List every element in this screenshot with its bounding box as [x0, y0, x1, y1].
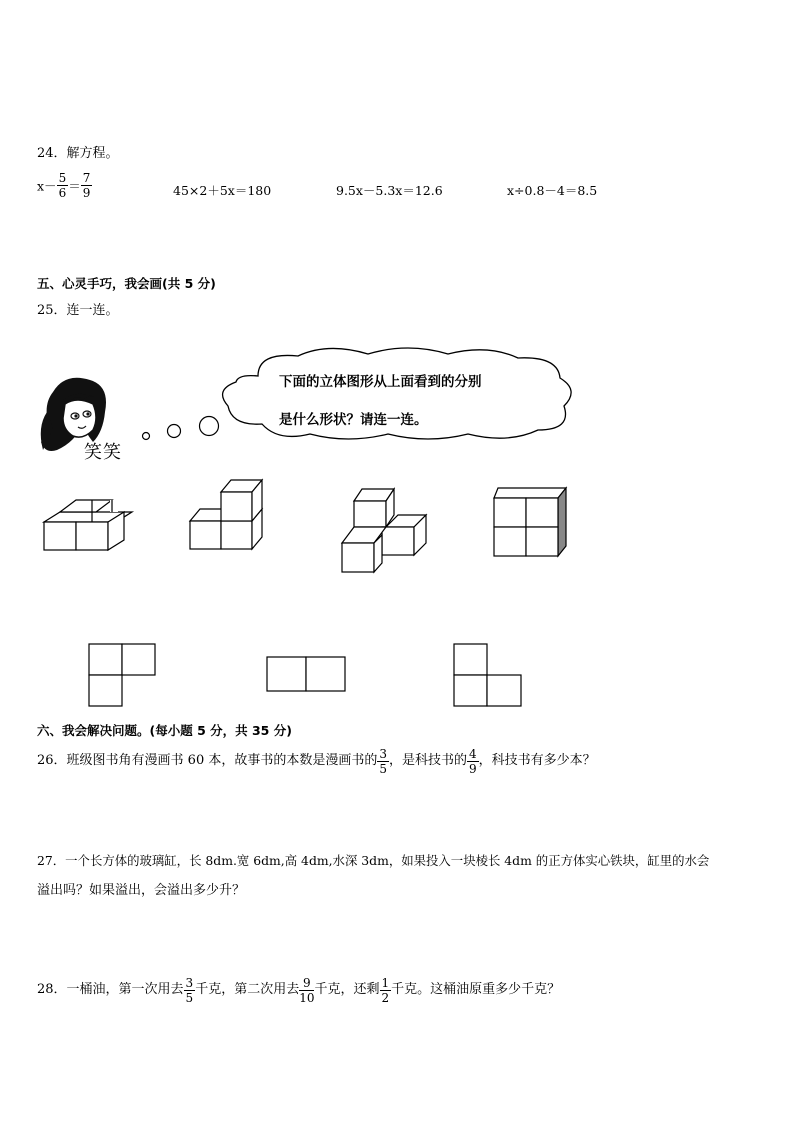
q24-equation-1: x－ $\frac{5}{6}$ ＝ $\frac{7}{9}$: [37, 171, 91, 200]
thought-cloud: [218, 346, 580, 446]
bubble-line-2: 是什么形状？请连一连。: [279, 412, 428, 428]
q24-equation-4: x÷0.8－4＝8.5: [507, 183, 598, 198]
q24-equation-2: 45×2＋5x＝180: [173, 183, 272, 198]
q24-title: 24．解方程。: [37, 146, 119, 161]
fraction: $\frac{4}{9}$: [469, 746, 477, 776]
bubble-line-1: 下面的立体图形从上面看到的分别: [279, 374, 482, 390]
top-view-2: [265, 655, 347, 693]
girl-label: 笑笑: [84, 442, 122, 463]
fraction: $\frac{7}{9}$: [82, 171, 91, 200]
fraction: $\frac{9}{10}$: [299, 975, 315, 1005]
q28: 28．一桶油，第一次用去 $\frac{3}{5}$ 千克，第二次用去 $\frac{9}{10}$ 千克，还剩 $\frac{1}{2}$ 千克。这桶油原重多少千克？: [37, 975, 561, 1005]
top-view-1: [87, 642, 159, 708]
fraction: $\frac{5}{6}$: [58, 171, 67, 200]
q27-line-1: 27．一个长方体的玻璃缸，长 8dm.宽 6dm,高 4dm,水深 3dm，如果投入一块棱长 4dm 的正方体实心铁块，缸里的水会: [37, 853, 710, 868]
top-view-3: [452, 642, 526, 708]
fraction: $\frac{3}{5}$: [185, 975, 194, 1005]
section-6-heading: 六、我会解决问题。(每小题 5 分，共 35 分): [37, 723, 292, 738]
fraction: $\frac{3}{5}$: [379, 746, 387, 776]
fraction: $\frac{1}{2}$: [381, 975, 390, 1005]
solid-figure-3: [338, 486, 428, 576]
q25-title: 25．连一连。: [37, 303, 119, 318]
q27-line-2: 溢出吗？如果溢出，会溢出多少升？: [37, 883, 246, 898]
thought-dots: [140, 412, 222, 446]
solid-figure-1: [40, 495, 130, 555]
section-5-heading: 五、心灵手巧，我会画(共 5 分): [37, 276, 216, 291]
q24-equation-3: 9.5x－5.3x＝12.6: [336, 183, 443, 198]
solid-figure-2: [188, 478, 268, 553]
solid-figure-4: [490, 486, 570, 558]
q26: 26．班级图书角有漫画书 60 本，故事书的本数是漫画书的 $\frac{3}{5}$ ，是科技书的 $\frac{4}{9}$ ，科技书有多少本？: [37, 746, 596, 776]
